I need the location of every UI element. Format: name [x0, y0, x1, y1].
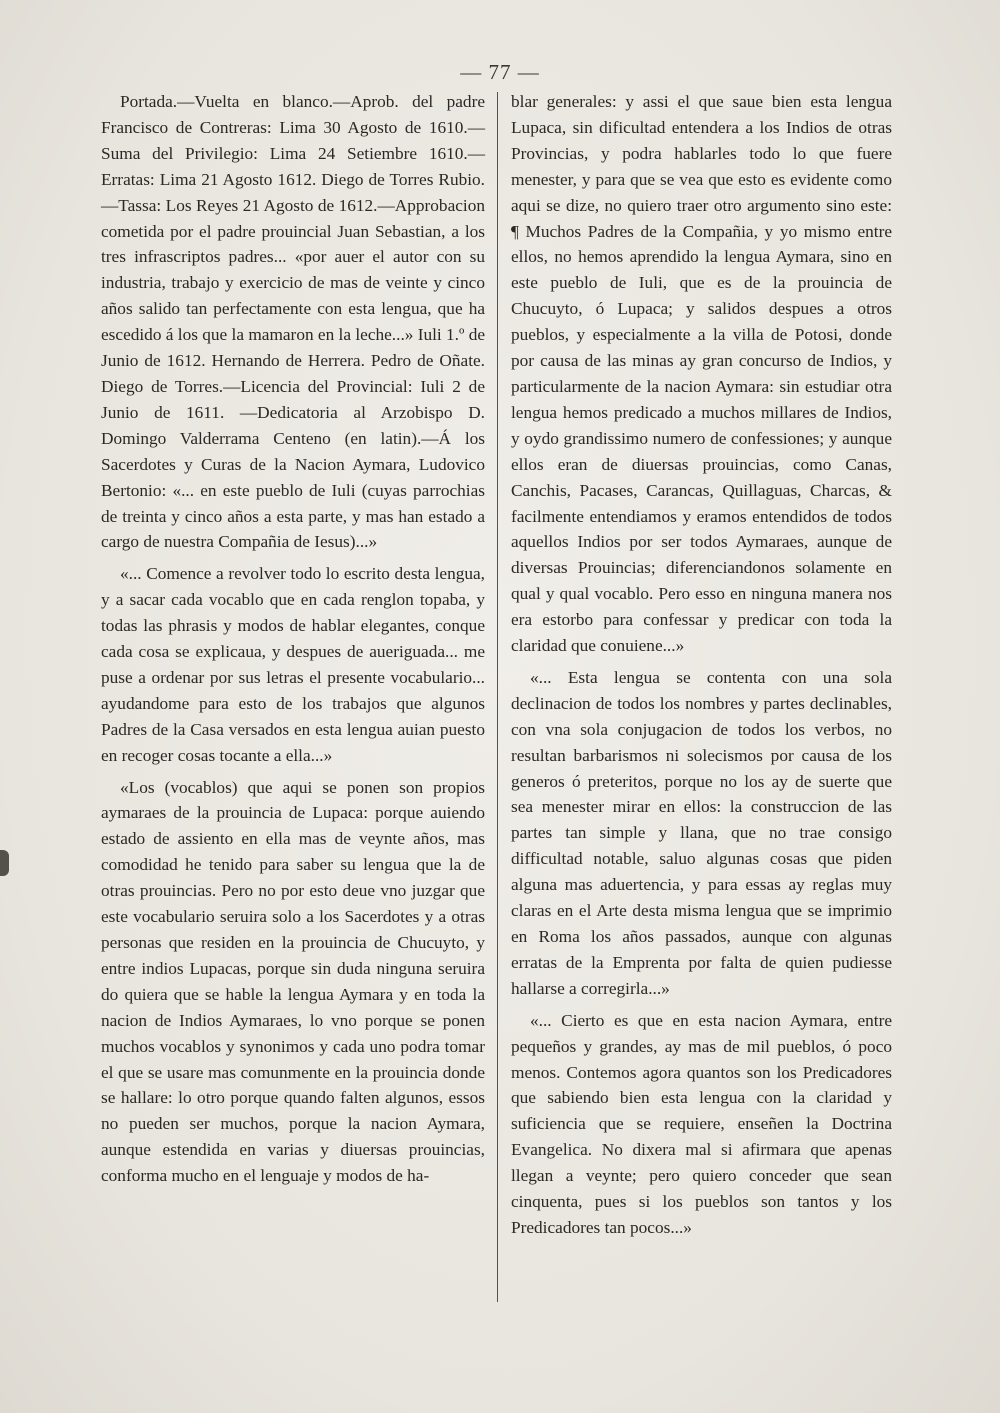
paragraph: «Los (vocablos) que aqui se ponen son propios aymaraes de la prouincia de Lupaca: porque auiendo estado de assiento en ella mas de veynte años, mas comodidad he tenido para saber su lengua que la de otras prouincias. Pero no por esto deue vno juzgar que este vocabulario seruira solo a los Sacerdotes y a otras personas que residen en la prouincia de Chucuyto, y entre indios Lupacas, porque sin duda ninguna seruira do quiera que se hable la lengua Aymara y en toda la nacion de Indios Aymaraes, lo vno porque se ponen muchos vocablos y synonimos y cada uno podra tomar el que se usare mas comunmente en la prouincia donde se hallare: lo otro porque quando falten algunos, essos no pueden ser muchos, porque la nacion Aymara, aunque estendida en varias y diuersas prouincias, conforma mucho en el lenguaje y modos de ha-: [101, 777, 485, 1186]
paragraph: «... Comence a revolver todo lo escrito desta lengua, y a sacar cada vocablo que en cada renglon topaba, y todas las phrasis y modos de hablar elegantes, conque cada cosa se explicaua, y despues de aueriguada... me puse a ordenar por sus letras el presente vocabulario... ayudandome para esto de los trabajos que algunos Padres de la Casa versados en esta lengua auian puesto en recoger cosas tocante a ella...»: [101, 564, 485, 765]
paragraph: «... Cierto es que en esta nacion Aymara, entre pequeños y grandes, ay mas de mil pueblos, ó poco menos. Contemos agora quantos son los Predicadores que sabiendo bien esta lengua con la claridad y suficiencia que se requiere, enseñen la Doctrina Evangelica. No dixera mal si afirmara que apenas llegan a veynte; pero quiero conceder que sean cinquenta, pues si los pueblos son tantos y los Predicadores tan pocos...»: [511, 1010, 892, 1237]
paragraph: Portada.—Vuelta en blanco.—Aprob. del padre Francisco de Contreras: Lima 30 Agosto de 1610.—Suma del Privilegio: Lima 24 Setiembre 1610.—Erratas: Lima 21 Agosto 1612. Diego de Torres Rubio.—Tassa: Los Reyes 21 Agosto de 1612.—Approbacion cometida por el padre prouincial Juan Sebastian, a los tres infrascriptos padres... «por auer el autor con su industria, trabajo y exercicio de mas de veinte y cinco años salido tan perfectamente con esta lengua, que ha escedido á los que la mamaron en la leche...» Iuli 1.º de Junio de 1612. Hernando de Herrera. Pedro de Oñate. Diego de Torres.—Licencia del Provincial: Iuli 2 de Junio de 1611. —Dedicatoria al Arzobispo D. Domingo Valderrama Centeno (en latin).—Á los Sacerdotes y Curas de la Nacion Aymara, Ludovico Bertonio: «... en este pueblo de Iuli (cuyas parrochias de treinta y cinco años a esta parte, y mas han estado a cargo de nuestra Compañia de Iesus)...»: [101, 92, 485, 552]
column-divider: [497, 92, 498, 1302]
right-column: [511, 89, 892, 1247]
page-number: — 77 —: [460, 60, 540, 84]
margin-ink-blot: [0, 850, 9, 876]
left-column: [101, 89, 485, 1195]
paragraph: blar generales: y assi el que saue bien esta lengua Lupaca, sin dificultad entendera a los Indios de otras Provincias, y podra hablarles todo lo que fuere menester, y para que se vea que esto es evidente como aqui se dize, no quiero traer otro argumento sino este: ¶ Muchos Padres de la Compañia, y yo mismo entre ellos, no hemos aprendido la lengua Aymara, sino en este pueblo de Iuli, que es de la prouincia de Chucuyto, ó Lupaca; y salidos despues a otros pueblos, y especialmente a la villa de Potosi, donde por causa de las minas ay gran concurso de Indios, y particularmente de la nacion Aymara: sin estudiar otra lengua hemos predicado a muchos millares de Indios, y oydo grandissimo numero de confessiones; y aunque ellos eran de diuersas prouincias, como Canas, Canchis, Pacases, Carancas, Quillaguas, Charcas, & facilmente entendiamos y eramos entendidos de todos aquellos Indios por ser todos Aymaraes, aunque de diversas Prouincias; diferenciandonos solamente en qual y qual vocablo. Pero esso en ninguna manera nos era estorbo para confessar y predicar con toda la claridad que conuiene...»: [511, 92, 892, 656]
paragraph: «... Esta lengua se contenta con una sola declinacion de todos los nombres y partes declinables, con vna sola conjugacion de todos los verbos, no resultan barbarismos ni solecismos por causa de los generos ó preteritos, porque no los ay de suerte que sea menester mirar en ellos: la construccion de las partes tan simple y llana, que no trae consigo difficultad notable, saluo algunas cosas que piden alguna mas aduertencia, y para essas ay reglas muy claras en el Arte desta misma lengua que se imprimio en Roma los años passados, aunque con algunas erratas de la Emprenta por falta de quien pudiesse hallarse a corregirla...»: [511, 667, 892, 998]
